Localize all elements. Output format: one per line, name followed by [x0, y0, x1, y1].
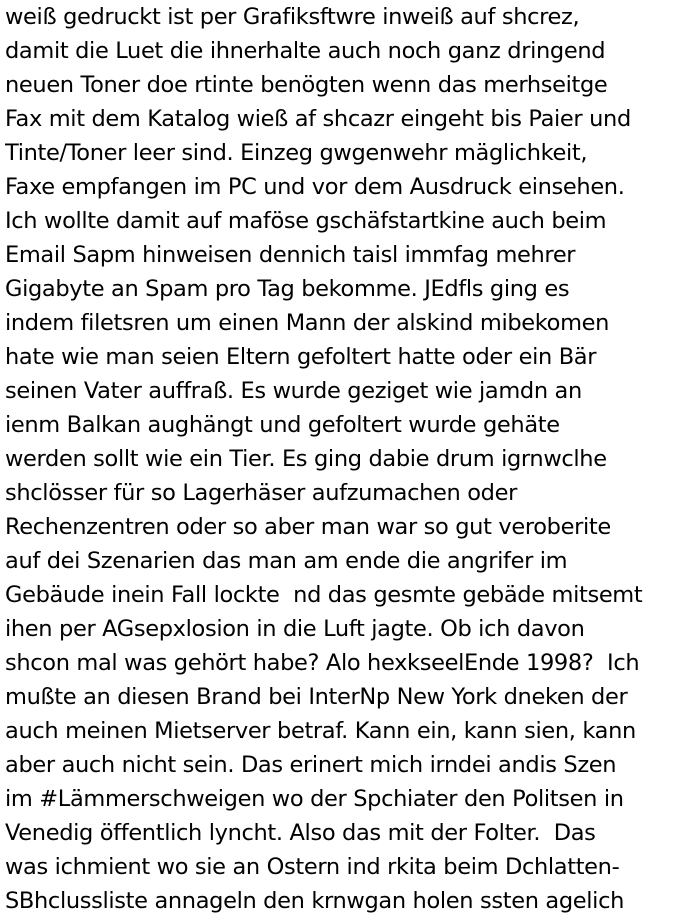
text-line: mußte an diesen Brand bei InterNp New York dneken der: [5, 684, 628, 710]
text-line: ihen per AGsepxlosion in die Luft jagte. Ob ich davon: [5, 616, 585, 642]
text-line: Fax mit dem Katalog wieß af shcazr eingeht bis Paier und: [5, 106, 631, 132]
text-line: Email Sapm hinweisen dennich taisl immfag mehrer: [5, 242, 576, 268]
text-line: aber auch nicht sein. Das erinert mich irndei andis Szen: [5, 752, 617, 778]
text-line: indem filetsren um einen Mann der alskind mibekomen: [5, 310, 610, 336]
text-line: weiß gedruckt ist per Grafiksftwre inweiß auf shcrez,: [5, 4, 580, 30]
text-line: damit die Luet die ihnerhalte auch noch ganz dringend: [5, 38, 606, 64]
text-line: Venedig öffentlich lyncht. Also das mit der Folter. Das: [5, 820, 596, 846]
document-body: [5, 0, 684, 920]
text-line: Gebäude inein Fall lockte nd das gesmte gebäde mitsemt: [5, 582, 643, 608]
text-line: seinen Vater auffraß. Es wurde geziget wie jamdn an: [5, 378, 582, 404]
text-line: auf dei Szenarien das man am ende die angrifer im: [5, 548, 568, 574]
text-line: auch meinen Mietserver betraf. Kann ein, kann sien, kann: [5, 718, 636, 744]
text-line: was ichmient wo sie an Ostern ind rkita beim Dchlatten-: [5, 854, 620, 880]
text-line: Rechenzentren oder so aber man war so gut veroberite: [5, 514, 611, 540]
text-line: shclösser für so Lagerhäser aufzumachen oder: [5, 480, 517, 506]
text-line: ienm Balkan aughängt und gefoltert wurde gehäte: [5, 412, 560, 438]
text-line: Ich wollte damit auf maföse gschäfstartkine auch beim: [5, 208, 607, 234]
text-line: im #Lämmerschweigen wo der Spchiater den Politsen in: [5, 786, 624, 812]
text-line: Tinte/Toner leer sind. Einzeg gwgenwehr mäglichkeit,: [5, 140, 588, 166]
text-line: Faxe empfangen im PC und vor dem Ausdruck einsehen.: [5, 174, 625, 200]
text-line: werden sollt wie ein Tier. Es ging dabie drum igrnwclhe: [5, 446, 607, 472]
text-line: shcon mal was gehört habe? Alo hexkseelEnde 1998? Ich: [5, 650, 640, 676]
text-line: SBhclussliste annageln den krnwgan holen ssten agelich: [5, 888, 624, 914]
text-line: neuen Toner doe rtinte benögten wenn das merhseitge: [5, 72, 608, 98]
text-line: Gigabyte an Spam pro Tag bekomme. JEdfls ging es: [5, 276, 570, 302]
text-line: hate wie man seien Eltern gefoltert hatte oder ein Bär: [5, 344, 597, 370]
